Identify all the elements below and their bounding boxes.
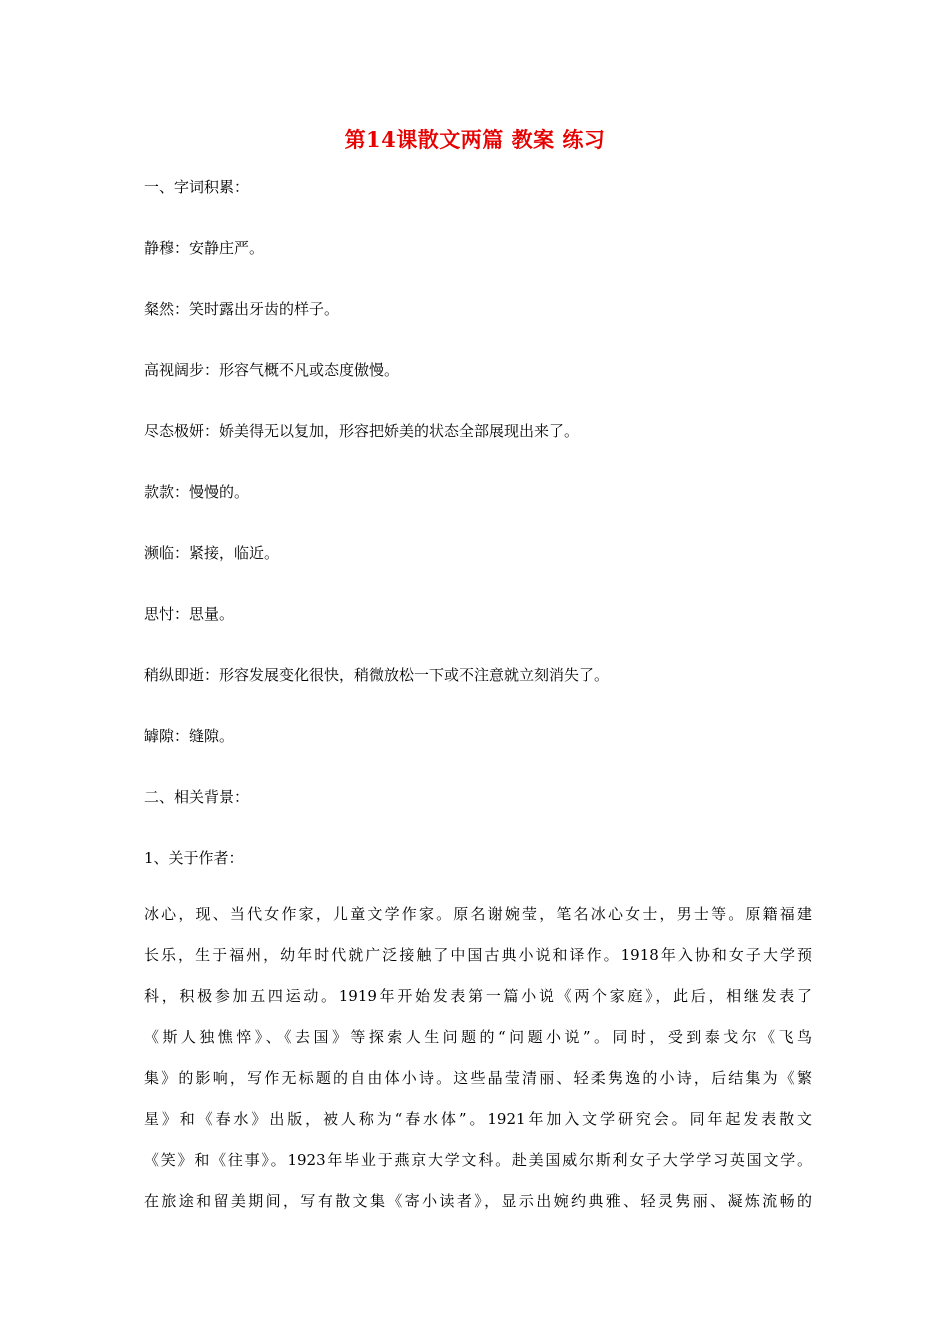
- paragraph-line: 在旅途和留美期间，写有散文集《寄小读者》，显示出婉约典雅、轻灵隽丽、凝炼流畅的: [144, 1192, 812, 1210]
- section-heading-background: 二、相关背景：: [144, 788, 250, 806]
- vocab-item: 静穆：安静庄严。: [144, 239, 265, 257]
- vocab-item: 尽态极妍：娇美得无以复加，形容把娇美的状态全部展现出来了。: [144, 422, 580, 440]
- author-paragraph: [144, 903, 812, 1231]
- vocab-item: 稍纵即逝：形容发展变化很快，稍微放松一下或不注意就立刻消失了。: [144, 666, 610, 684]
- vocab-item: 濒临：紧接，临近。: [144, 544, 280, 562]
- vocab-item: 罅隙：缝隙。: [144, 727, 235, 745]
- paragraph-line: 集》的影响，写作无标题的自由体小诗。这些晶莹清丽、轻柔隽逸的小诗，后结集为《繁: [144, 1069, 812, 1087]
- paragraph-line: 冰心，现、当代女作家，儿童文学作家。原名谢婉莹，笔名冰心女士，男士等。原籍福建: [144, 905, 812, 923]
- paragraph-line: 长乐，生于福州，幼年时代就广泛接触了中国古典小说和译作。1918年入协和女子大学预: [144, 946, 812, 964]
- paragraph-line: 科，积极参加五四运动。1919年开始发表第一篇小说《两个家庭》，此后，相继发表了: [144, 987, 812, 1005]
- vocab-item: 思忖：思量。: [144, 605, 235, 623]
- vocab-item: 高视阔步：形容气概不凡或态度傲慢。: [144, 361, 400, 379]
- document-title: 第14课散文两篇 教案 练习: [344, 127, 606, 152]
- section-heading-vocabulary: 一、字词积累：: [144, 178, 250, 196]
- vocab-item: 款款：慢慢的。: [144, 483, 250, 501]
- subsection-heading-author: 1、关于作者：: [144, 849, 244, 867]
- paragraph-line: 《笑》和《往事》。1923年毕业于燕京大学文科。赴美国威尔斯利女子大学学习英国文学。: [144, 1151, 812, 1169]
- paragraph-line: 星》和《春水》出版，被人称为“春水体”。1921年加入文学研究会。同年起发表散文: [144, 1110, 812, 1128]
- paragraph-line: 《斯人独憔悴》、《去国》等探索人生问题的“问题小说”。同时，受到泰戈尔《飞鸟: [144, 1028, 812, 1046]
- vocab-item: 粲然：笑时露出牙齿的样子。: [144, 300, 340, 318]
